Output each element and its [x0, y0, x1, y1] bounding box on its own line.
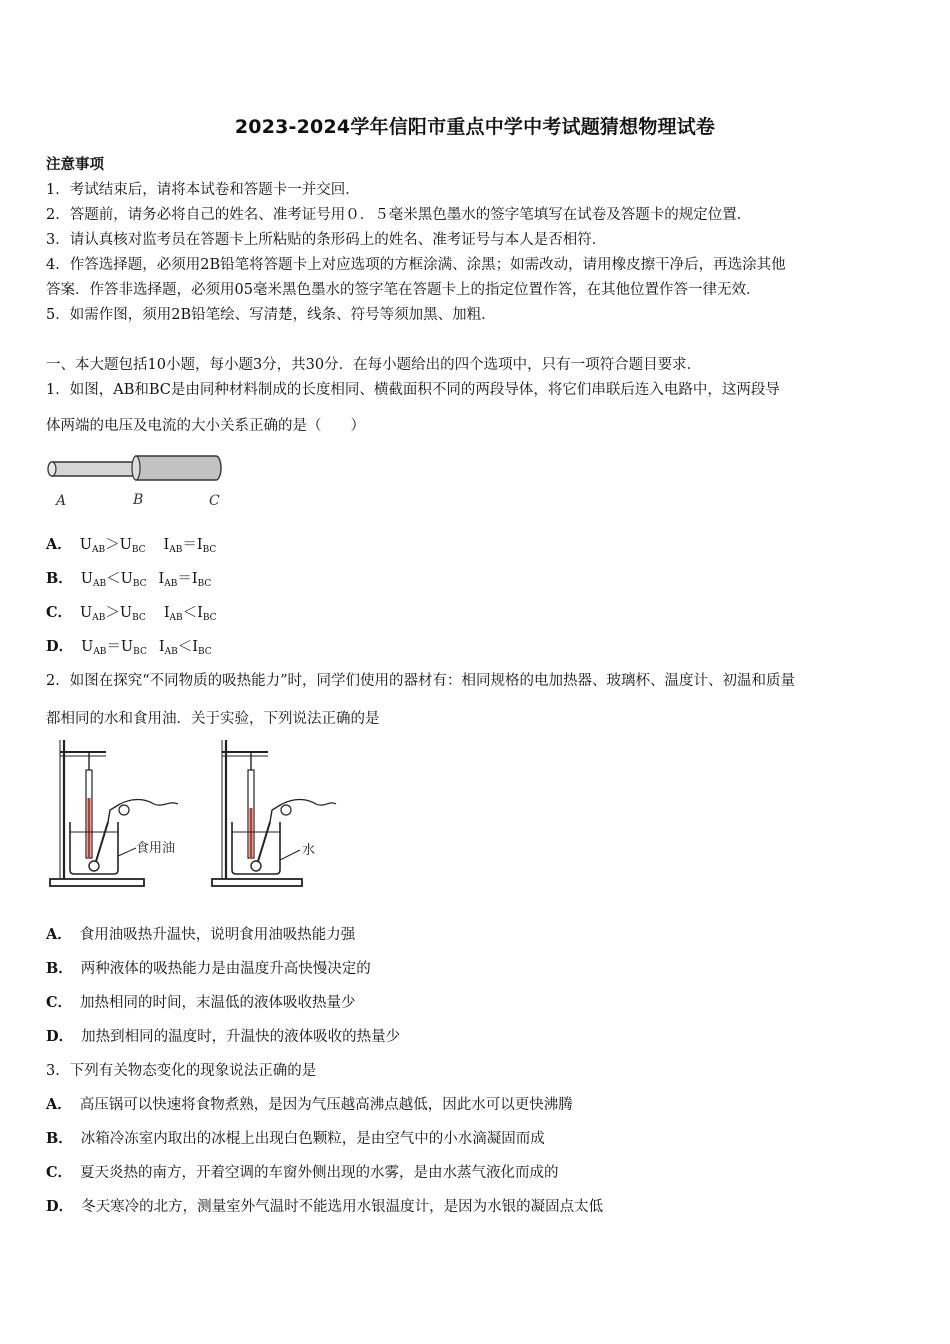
option-c[interactable]: C． 加热相同的时间，末温低的液体吸收热量少 — [46, 994, 356, 1011]
question-2-text: 2．如图在探究“不同物质的吸热能力”时，同学们使用的器材有：相同规格的电加热器、玻璃杯、温度计、初温和质量 — [46, 673, 796, 689]
option-a[interactable]: A． $U_{AB}>U_{BC}$ $I_{AB}=I_{BC}$ — [46, 536, 217, 555]
setup-water — [212, 740, 336, 886]
option-d[interactable]: D． $U_{AB}=U_{BC}$ $I_{AB}<I_{BC}$ — [46, 638, 212, 657]
notice-heading: 注意事项 — [46, 156, 104, 173]
question-1-text: 体两端的电压及电流的大小关系正确的是（ ） — [46, 418, 365, 434]
option-a[interactable]: A． 高压锅可以快速将食物煮熟，是因为气压越高沸点越低，因此水可以更快沸腾 — [46, 1096, 573, 1113]
question-3-text: 3．下列有关物态变化的现象说法正确的是 — [46, 1063, 317, 1079]
option-b[interactable]: B． 冰箱冷冻室内取出的冰棍上出现白色颗粒，是由空气中的小水滴凝固而成 — [46, 1130, 545, 1147]
option-c[interactable]: C． 夏天炎热的南方，开着空调的车窗外侧出现的水雾，是由水蒸气液化而成的 — [46, 1164, 559, 1181]
notice-item: 2．答题前，请务必将自己的姓名、准考证号用０．５毫米黑色墨水的签字笔填写在试卷及答题卡的规定位置． — [46, 207, 752, 223]
notice-item: 3．请认真核对监考员在答题卡上所粘贴的条形码上的姓名、准考证号与本人是否相符． — [46, 232, 607, 248]
setup-cooking-oil — [50, 740, 178, 886]
notice-item: 4．作答选择题，必须用2B铅笔将答题卡上对应选项的方框涂满、涂黑；如需改动，请用橡皮擦干净后，再选涂其他 — [46, 257, 786, 273]
option-b[interactable]: B． 两种液体的吸热能力是由温度升高快慢决定的 — [46, 960, 371, 977]
label-water: 水 — [302, 843, 316, 858]
option-a[interactable]: A． 食用油吸热升温快，说明食用油吸热能力强 — [46, 926, 356, 943]
figure-label-c: C — [209, 493, 220, 509]
page-title: 2023-2024学年信阳市重点中学中考试题猜想物理试卷 — [234, 116, 716, 138]
option-d[interactable]: D． 冬天寒冷的北方，测量室外气温时不能选用水银温度计，是因为水银的凝固点太低 — [46, 1198, 604, 1215]
option-d[interactable]: D． 加热到相同的温度时，升温快的液体吸收的热量少 — [46, 1028, 401, 1045]
label-cooking-oil: 食用油 — [136, 841, 176, 856]
notice-item: 1．考试结束后，请将本试卷和答题卡一并交回． — [46, 182, 360, 198]
notice-item: 5．如需作图，须用2B铅笔绘、写清楚，线条、符号等须加黑、加粗． — [46, 307, 496, 323]
notice-item: 答案．作答非选择题，必须用05毫米黑色墨水的签字笔在答题卡上的指定位置作答，在其他位置作答一律无效． — [46, 282, 761, 298]
option-b[interactable]: B． $U_{AB}<U_{BC}$ $I_{AB}=I_{BC}$ — [46, 570, 212, 589]
figure-label-a: A — [56, 493, 67, 509]
figure-label-b: B — [133, 492, 144, 508]
heating-experiment-figure — [44, 738, 344, 894]
conductor-figure — [44, 448, 234, 514]
question-2-text: 都相同的水和食用油．关于实验，下列说法正确的是 — [46, 711, 380, 727]
question-1-text: 1．如图，AB和BC是由同种材料制成的长度相同、横截面积不同的两段导体，将它们串联后连入电路中，这两段导 — [46, 382, 780, 398]
option-c[interactable]: C． $U_{AB}>U_{BC}$ $I_{AB}<I_{BC}$ — [46, 604, 217, 623]
section-heading: 一、本大题包括10小题，每小题3分，共30分．在每小题给出的四个选项中，只有一项符合题目要求． — [46, 357, 702, 373]
